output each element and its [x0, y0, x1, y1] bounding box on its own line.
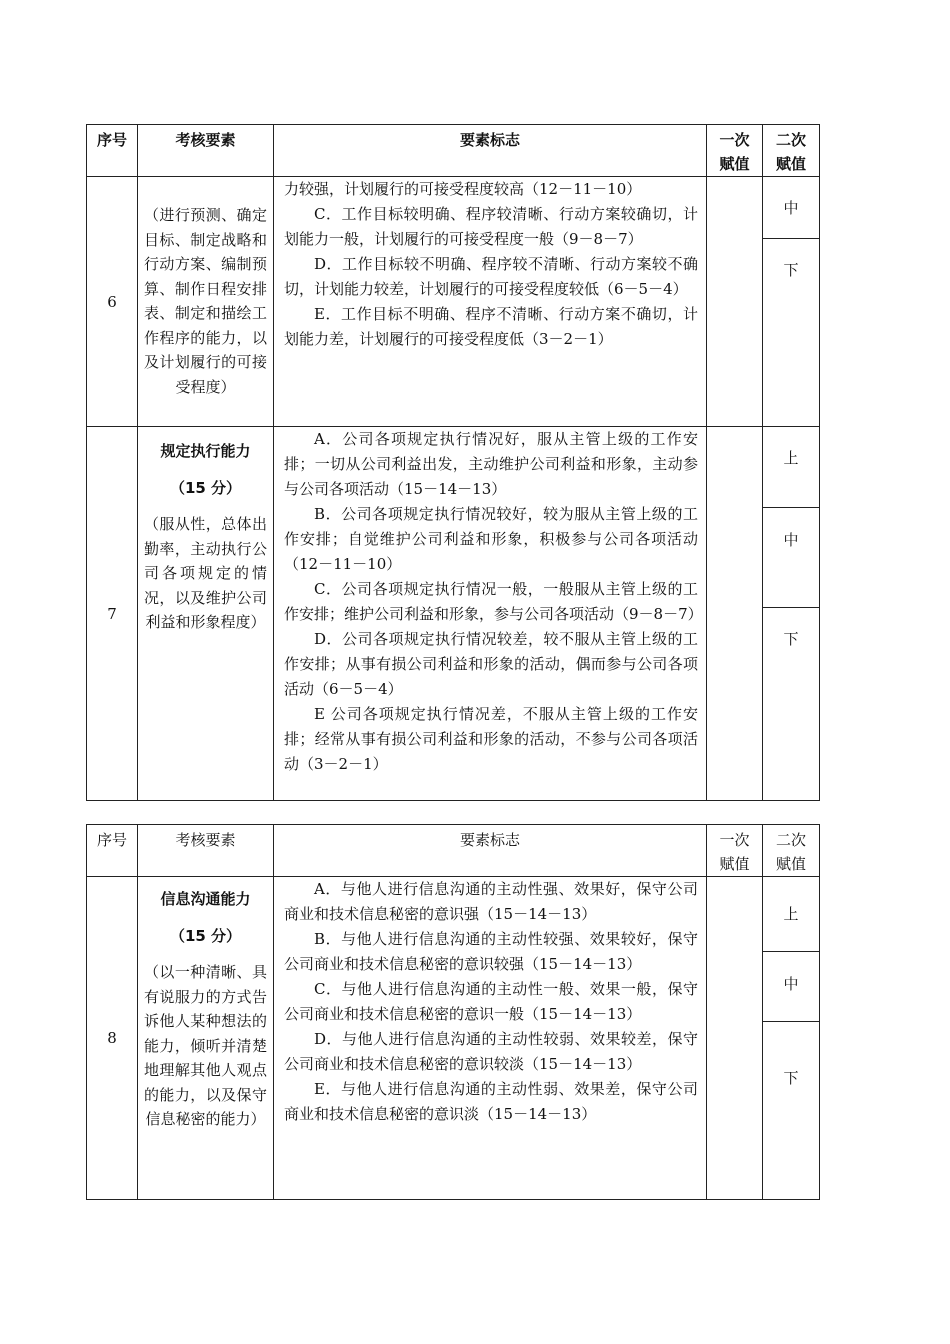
assessment-table-1 [86, 124, 820, 801]
element-cell [138, 427, 274, 801]
seq-cell: 8 [87, 877, 138, 1200]
second-score-cell [763, 877, 820, 1200]
second-score-cell [763, 177, 820, 427]
second-score-cell [763, 427, 820, 801]
header-seq: 序号 [87, 825, 138, 877]
marks-item: C．公司各项规定执行情况一般，一般服从主管上级的工作安排；维护公司利益和形象，参与公司各项活动（9－8－7） [284, 580, 703, 623]
table-header-row [87, 825, 820, 877]
grade-upper[interactable]: 上 [783, 905, 799, 923]
assessment-table-2 [86, 824, 820, 1200]
marks-item: D．与他人进行信息沟通的主动性较弱、效果较差，保守公司商业和技术信息秘密的意识较淡（15－14－13） [284, 1030, 698, 1073]
table-row-6 [87, 177, 820, 427]
table-header-row [87, 125, 820, 177]
marks-item: B．与他人进行信息沟通的主动性较强、效果较好，保守公司商业和技术信息秘密的意识较强（15－14－13） [284, 930, 698, 973]
marks-item: D．工作目标较不明确、程序较不清晰、行动方案较不确切，计划能力较差，计划履行的可接受程度较低（6－5－4） [284, 255, 698, 298]
marks-item: B．公司各项规定执行情况较好，较为服从主管上级的工作安排；自觉维护公司利益和形象，积极参与公司各项活动（12－11－10） [284, 505, 698, 573]
grade-lower[interactable]: 下 [783, 630, 799, 648]
table-row-8 [87, 877, 820, 1200]
grade-divider [763, 607, 819, 608]
marks-item: E 公司各项规定执行情况差，不服从主管上级的工作安排；经常从事有损公司利益和形象的活动，不参与公司各项活动（3－2－1） [284, 705, 698, 773]
marks-cell [274, 427, 707, 801]
element-description: （服从性，总体出勤率，主动执行公司各项规定的情况，以及维护公司利益和形象程度） [144, 515, 267, 631]
grade-divider [763, 507, 819, 508]
grade-middle[interactable]: 中 [783, 199, 799, 217]
marks-item: E．与他人进行信息沟通的主动性弱、效果差，保守公司商业和技术信息秘密的意识淡（15－14－13） [284, 1080, 698, 1123]
header-second-score: 二次 赋值 [763, 125, 820, 177]
marks-item: A．公司各项规定执行情况好，服从主管上级的工作安排；一切从公司利益出发，主动维护公司利益和形象，主动参与公司各项活动（15－14－13） [284, 430, 698, 498]
grade-divider [763, 1021, 819, 1022]
marks-item: D．公司各项规定执行情况较差，较不服从主管上级的工作安排；从事有损公司利益和形象的活动，偶而参与公司各项活动（6－5－4） [284, 630, 698, 698]
seq-cell: 6 [87, 177, 138, 427]
element-points: （15 分） [169, 478, 242, 497]
element-cell [138, 177, 274, 427]
grade-lower[interactable]: 下 [783, 1069, 799, 1087]
marks-cell [274, 177, 707, 427]
header-marks: 要素标志 [274, 125, 707, 177]
element-description: （进行预测、确定目标、制定战略和行动方案、编制预算、制作日程安排表、制定和描绘工作程序的能力，以及计划履行的可接受程度） [144, 206, 267, 396]
header-second-score: 二次 赋值 [763, 825, 820, 877]
seq-cell: 7 [87, 427, 138, 801]
first-score-cell[interactable] [707, 877, 763, 1200]
header-first-score: 一次 赋值 [707, 825, 763, 877]
element-title: 信息沟通能力 [160, 890, 251, 908]
grade-divider [763, 238, 819, 239]
grade-lower[interactable]: 下 [783, 261, 799, 279]
grade-divider [763, 951, 819, 952]
header-first-score: 一次 赋值 [707, 125, 763, 177]
element-description: （以一种清晰、具有说服力的方式告诉他人某种想法的能力，倾听并清楚地理解其他人观点的能力，以及保守信息秘密的能力） [144, 963, 267, 1128]
marks-cell [274, 877, 707, 1200]
grade-upper[interactable]: 上 [783, 449, 799, 467]
grade-middle[interactable]: 中 [783, 531, 799, 549]
grade-middle[interactable]: 中 [783, 975, 799, 993]
marks-item: A．与他人进行信息沟通的主动性强、效果好，保守公司商业和技术信息秘密的意识强（15－14－13） [284, 880, 698, 923]
first-score-cell[interactable] [707, 427, 763, 801]
header-element: 考核要素 [138, 825, 274, 877]
header-seq: 序号 [87, 125, 138, 177]
marks-item: C．与他人进行信息沟通的主动性一般、效果一般，保守公司商业和技术信息秘密的意识一般（15－14－13） [284, 980, 698, 1023]
marks-item: C．工作目标较明确、程序较清晰、行动方案较确切，计划能力一般，计划履行的可接受程度一般（9－8－7） [284, 205, 698, 248]
element-points: （15 分） [169, 926, 242, 945]
table-row-7 [87, 427, 820, 801]
element-cell [138, 877, 274, 1200]
header-element: 考核要素 [138, 125, 274, 177]
header-marks: 要素标志 [274, 825, 707, 877]
marks-item: E．工作目标不明确、程序不清晰、行动方案不确切，计划能力差，计划履行的可接受程度低（3－2－1） [284, 305, 698, 348]
element-title: 规定执行能力 [160, 442, 251, 460]
first-score-cell[interactable] [707, 177, 763, 427]
marks-item: 力较强，计划履行的可接受程度较高（12－11－10） [284, 180, 642, 198]
